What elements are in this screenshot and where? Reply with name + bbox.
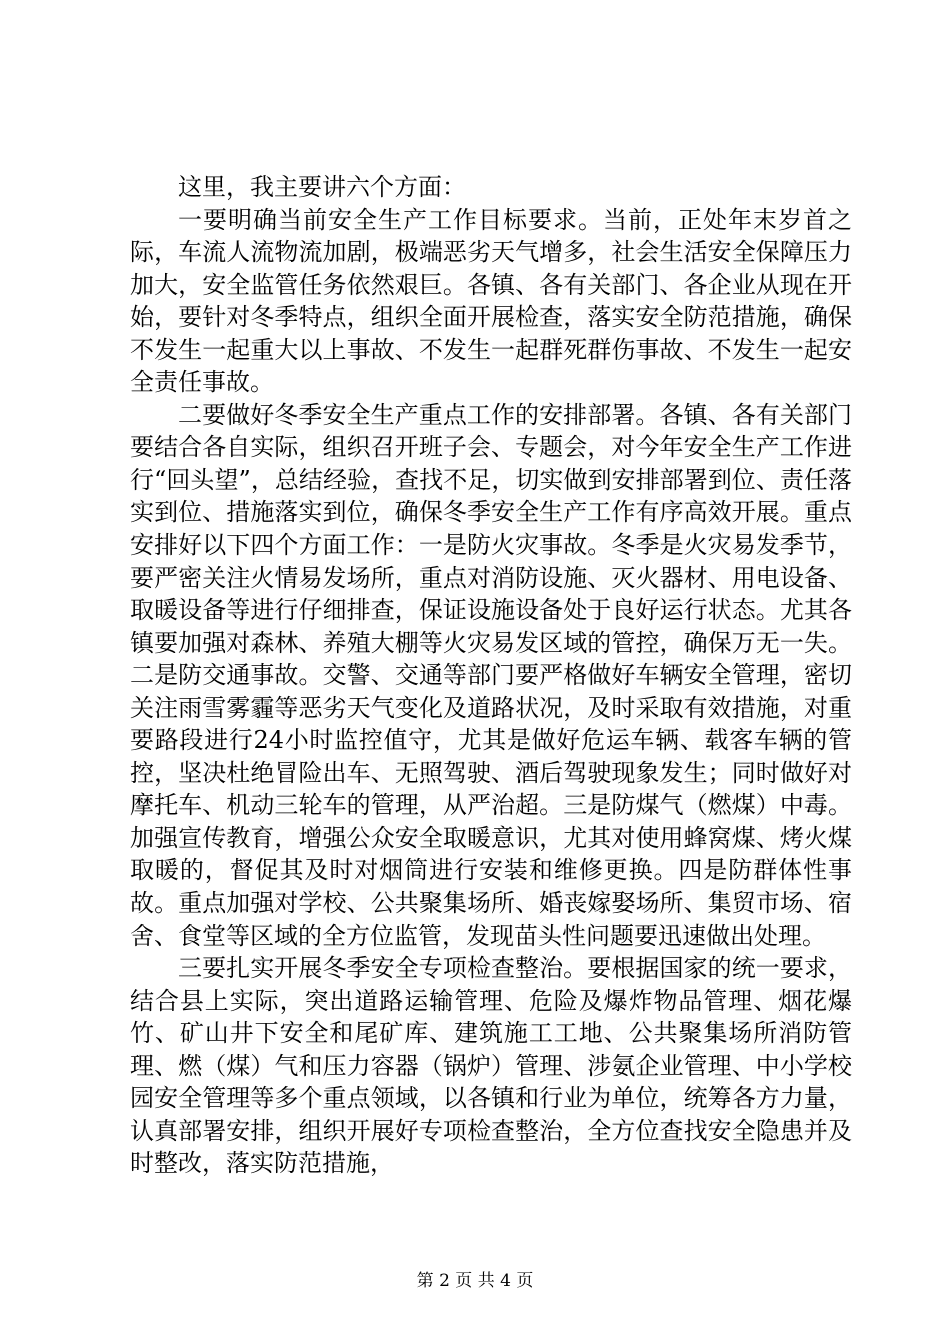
- paragraph-point-three: 三要扎实开展冬季安全专项检查整治。要根据国家的统一要求，结合县上实际，突出道路运输管理、危险及爆炸物品管理、烟花爆竹、矿山井下安全和尾矿库、建筑施工工地、公共聚集场所消防管理、燃（煤）气和压力容器（锅炉）管理、涉氨企业管理、中小学校园安全管理等多个重点领域，以各镇和行业为单位，统筹各方力量，认真部署安排，组织开展好专项检查整治，全方位查找安全隐患并及时整改，落实防范措施，: [130, 954, 852, 1178]
- document-body: [130, 171, 852, 1180]
- paragraph-intro: 这里，我主要讲六个方面：: [178, 173, 466, 201]
- paragraph-point-one: 一要明确当前安全生产工作目标要求。当前，正处年末岁首之际，车流人流物流加剧，极端恶劣天气增多，社会生活安全保障压力加大，安全监管任务依然艰巨。各镇、各有关部门、各企业从现在开始，要针对冬季特点，组织全面开展检查，落实安全防范措施，确保不发生一起重大以上事故、不发生一起群死群伤事故、不发生一起安全责任事故。: [130, 205, 852, 397]
- paragraph-point-two: 二要做好冬季安全生产重点工作的安排部署。各镇、各有关部门要结合各自实际，组织召开班子会、专题会，对今年安全生产工作进行“回头望”，总结经验，查找不足，切实做到安排部署到位、责任落实到位、措施落实到位，确保冬季安全生产工作有序高效开展。重点安排好以下四个方面工作：一是防火灾事故。冬季是火灾易发季节，要严密关注火情易发场所，重点对消防设施、灭火器材、用电设备、取暖设备等进行仔细排查，保证设施设备处于良好运行状态。尤其各镇要加强对森林、养殖大棚等火灾易发区域的管控，确保万无一失。二是防交通事故。交警、交通等部门要严格做好车辆安全管理，密切关注雨雪雾霾等恶劣天气变化及道路状况，及时采取有效措施，对重要路段进行24小时监控值守，尤其是做好危运车辆、载客车辆的管控，坚决杜绝冒险出车、无照驾驶、酒后驾驶现象发生；同时做好对摩托车、机动三轮车的管理，从严治超。三是防煤气（燃煤）中毒。加强宣传教育，增强公众安全取暖意识，尤其对使用蜂窝煤、烤火煤取暖的，督促其及时对烟筒进行安装和维修更换。四是防群体性事故。重点加强对学校、公共聚集场所、婚丧嫁娶场所、集贸市场、宿舍、食堂等区域的全方位监管，发现苗头性问题要迅速做出处理。: [130, 400, 852, 950]
- page-number-footer: 第 2 页 共 4 页: [416, 1271, 534, 1291]
